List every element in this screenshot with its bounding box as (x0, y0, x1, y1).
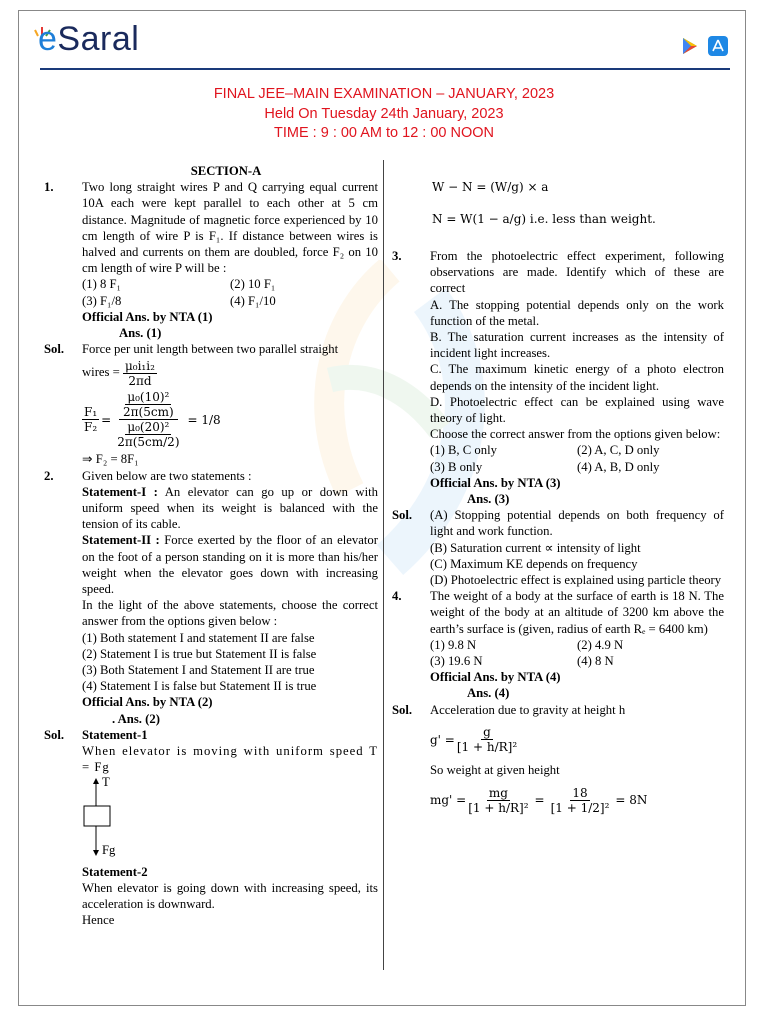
left-column (44, 163, 378, 928)
statement-2-label: Statement-II : (82, 533, 160, 548)
statement-1: An elevator can go up or down with uniform speed when its weight is balanced with the tension of its cable. (82, 484, 378, 532)
option: (2) Statement I is true but Statement II is false (82, 646, 317, 661)
store-icons (680, 36, 728, 56)
option: (2) 4.9 N (577, 637, 624, 652)
statement-a: A. The stopping potential depends only on the work function of the metal. (430, 297, 724, 328)
sol-point-d: (D) Photoelectric effect is explained using particle theory (430, 573, 722, 588)
official-answer: Official Ans. by NTA (3) (430, 475, 561, 490)
option: (4) 8 N (577, 654, 614, 669)
statement-1-label: Statement-I : (82, 484, 158, 499)
frac-denominator: 2πd (128, 374, 152, 389)
g-prime-label: g' = (430, 732, 455, 747)
weight-label: Fg (102, 842, 116, 857)
ratio-result: = 1/8 (187, 412, 221, 427)
sol-point-b: (B) Saturation current ∝ intensity of light (430, 540, 641, 555)
exam-title: FINAL JEE–MAIN EXAMINATION – JANUARY, 2023 (213, 86, 555, 102)
option: (3) B only (430, 459, 483, 474)
tension-label: T (102, 774, 110, 789)
den-2: 2π(5cm/2) (117, 435, 180, 450)
play-store-icon[interactable] (680, 36, 700, 56)
section-heading: SECTION-A (190, 164, 262, 178)
option: (1) B, C only (430, 443, 497, 458)
answer: . Ans. (2) (112, 711, 160, 726)
den-18: [1 + 1/2]² (550, 800, 610, 815)
exam-time: TIME : 9 : 00 AM to 12 : 00 NOON (274, 125, 494, 141)
official-answer: Official Ans. by NTA (1) (82, 309, 213, 324)
question-number: 3. (392, 249, 402, 263)
num-2: μ₀(20)² (127, 420, 170, 435)
frac-numerator: μ₀i₁i₂ (124, 359, 155, 374)
statement-b: B. The saturation current increases as the intensity of incident light increases. (430, 330, 724, 361)
solution-4 (392, 702, 724, 822)
option: (3) F₁/8 (82, 293, 122, 308)
official-answer: Official Ans. by NTA (4) (430, 670, 561, 685)
final-result: = 8N (615, 792, 648, 807)
option: (1) Both statement I and statement II are false (82, 630, 315, 645)
elevator-diagram (82, 776, 378, 864)
equation-1: W − N = (W/g) × a (432, 180, 549, 194)
f2: F₂ (84, 420, 98, 435)
solution-1: Sol. Force per unit length between two parallel straight wires = $\frac{\text{μ₀i₁i₂}}{2\pi d}$ $\frac{\text{F₁}}{\text{F₂}}$ = $\frac{\frac{\text{μ₀(10)²}}{2\pi(5cm)}}{\frac{\text{μ₀(20)²}}{2\pi(5cm/2)}}$ = 1/8 ⇒ F₂ = 8F₁ (44, 341, 378, 467)
sol-label: Sol. (44, 342, 65, 357)
sol-result: ⇒ F₂ = 8F₁ (82, 452, 139, 467)
question-intro: Given below are two statements : (82, 468, 252, 483)
sol-text: Acceleration due to gravity at height h (430, 702, 626, 717)
instruction: In the light of the above statements, choose the correct answer from the options given below : (82, 598, 378, 629)
sol-point-c: (C) Maximum KE depends on frequency (430, 556, 638, 571)
option: (3) 19.6 N (430, 654, 483, 669)
option: (4) Statement I is false but Statement II is true (82, 679, 317, 694)
answer: Ans. (3) (467, 492, 510, 507)
den-1: 2π(5cm) (123, 405, 174, 420)
option: (3) Both Statement I and Statement II are true (82, 663, 315, 678)
question-text: Two long straight wires P and Q carrying equal current 10A each were kept parallel to each other at 5 cm distance. Magnitude of magnetic force experienced by 10 cm length of wire P is F₁. If distance between wires is halved and currents on them are doubled, force F₂ on 10 cm length of wire P will be : (82, 180, 378, 276)
statement-1-heading: Statement-1 (82, 727, 148, 742)
question-4 (392, 588, 724, 685)
app-store-icon[interactable] (708, 36, 728, 56)
answer: Ans. (4) (467, 686, 510, 701)
equals: = (534, 792, 545, 807)
mg-denominator: [1 + h/R]² (468, 800, 529, 815)
sol-text: When elevator is going down with increasing speed, its acceleration is downward. (82, 880, 378, 911)
question-number: 4. (392, 589, 402, 604)
statement-2-heading: Statement-2 (82, 864, 148, 879)
wires-label: wires = (82, 365, 120, 380)
question-2 (44, 468, 378, 711)
option: (1) 9.8 N (430, 637, 477, 652)
hence: Hence (82, 913, 115, 928)
g-numerator: g (483, 725, 491, 740)
statement-c: C. The maximum kinetic energy of a photo electron depends on the intensity of the incident light. (430, 362, 724, 393)
esaral-logo[interactable]: eSaral (38, 20, 140, 58)
option: (4) F₁/10 (230, 293, 276, 308)
instruction: Choose the correct answer from the options given below: (430, 427, 721, 442)
mg-prime-label: mg' = (430, 792, 467, 807)
g-denominator: [1 + h/R]² (456, 740, 518, 755)
solution-3 (392, 507, 724, 588)
sol-point-a: (A) Stopping potential depends on both frequency of light and work function. (430, 508, 724, 539)
question-number: 2. (44, 468, 54, 483)
option: (2) A, C, D only (577, 443, 660, 458)
statement-2: Force exerted by the floor of an elevator on the foot of a person standing on it is more than his/her weight when the elevator goes down with increasing speed. (82, 533, 378, 597)
answer: Ans. (1) (119, 326, 162, 341)
option: (4) A, B, D only (577, 459, 660, 474)
column-divider (383, 160, 384, 970)
question-3 (392, 248, 724, 491)
f1: F₁ (84, 405, 98, 420)
mg-numerator: mg (488, 785, 508, 800)
exam-date: Held On Tuesday 24th January, 2023 (264, 106, 504, 122)
question-text: From the photoelectric effect experiment, following observations are made. Identify which of these are correct (430, 249, 724, 296)
num-1: μ₀(10)² (127, 390, 170, 405)
question-text: The weight of a body at the surface of earth is 18 N. The weight of the body at an altitude of 3200 km above the earth’s surface is (given, radius of earth Rₑ = 6400 km) (430, 589, 724, 636)
sol-label: Sol. (44, 727, 65, 742)
option: (1) 8 F₁ (82, 277, 121, 292)
sol-label: Sol. (392, 702, 413, 717)
header-rule (40, 68, 730, 70)
sol-label: Sol. (392, 508, 413, 523)
sol-text: So weight at given height (430, 762, 560, 777)
right-column (392, 172, 724, 822)
official-answer: Official Ans. by NTA (2) (82, 695, 213, 710)
equation-2: N = W(1 − a/g) i.e. less than weight. (432, 212, 656, 226)
option: (2) 10 F₁ (230, 277, 276, 292)
num-18: 18 (572, 785, 588, 800)
solution-2 (44, 727, 378, 928)
sol-text: When elevator is moving with uniform speed T = Fg (82, 744, 378, 775)
question-number: 1. (44, 180, 54, 195)
question-1 (44, 179, 378, 325)
statement-d: D. Photoelectric effect can be explained using wave theory of light. (430, 394, 724, 426)
sol-text: Force per unit length between two parallel straight (82, 342, 339, 357)
